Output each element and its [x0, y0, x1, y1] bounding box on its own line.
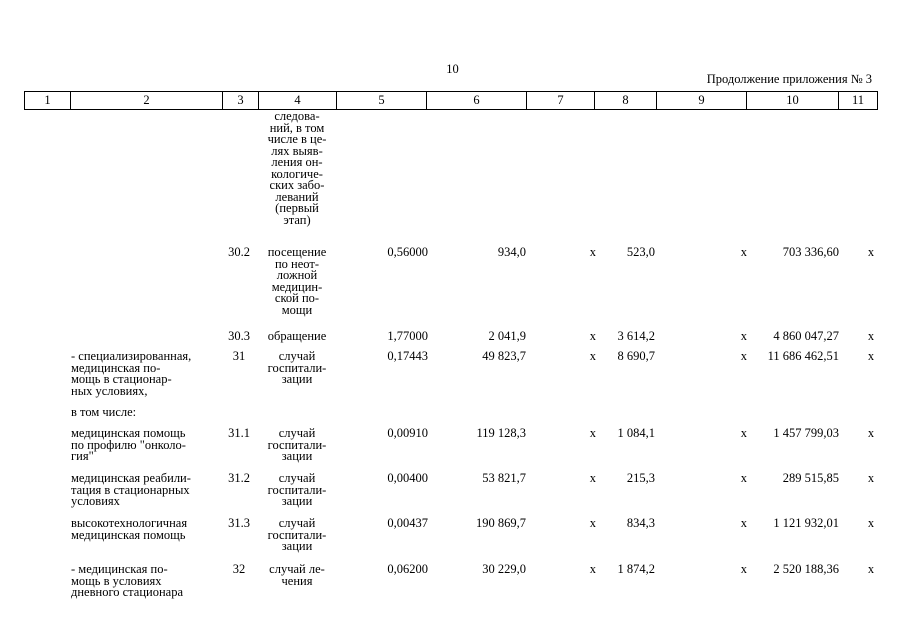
- table-cell-col4: случай ле- чения: [269, 562, 325, 588]
- table-cell-col8: 834,3: [626, 516, 655, 530]
- table-cell-col7: x: [589, 349, 596, 363]
- table-cell-col11: x: [867, 349, 875, 363]
- table-cell-col4: следова- ний, в том числе в це- лях выяв- ления он- кологиче- ских забо- леваний (первый этап): [267, 109, 327, 227]
- table-cell-col10: 2 520 188,36: [773, 562, 839, 576]
- table-cell-col9: x: [740, 562, 747, 576]
- table-cell-col3: 31.3: [228, 516, 250, 530]
- column-header-4: 4: [259, 92, 337, 110]
- table-cell-col10: 11 686 462,51: [767, 349, 839, 363]
- column-header-7: 7: [527, 92, 595, 110]
- table-cell-col9: x: [740, 471, 747, 485]
- table-cell-col5: 0,00400: [387, 471, 428, 485]
- table-cell-col3: 30.3: [228, 329, 250, 343]
- table-cell-col10: 1 121 932,01: [773, 516, 839, 530]
- table-cell-col5: 0,17443: [387, 349, 428, 363]
- table-cell-col11: x: [867, 426, 875, 440]
- column-header-6: 6: [427, 92, 527, 110]
- table-cell-col8: 215,3: [626, 471, 655, 485]
- table-cell-col8: 1 084,1: [617, 426, 655, 440]
- table-cell-col10: 703 336,60: [782, 245, 839, 259]
- table-cell-col7: x: [589, 426, 596, 440]
- table-cell-col7: x: [589, 471, 596, 485]
- table-cell-col7: x: [589, 245, 596, 259]
- table-cell-col6: 2 041,9: [488, 329, 526, 343]
- table-cell-col6: 49 823,7: [482, 349, 526, 363]
- table-cell-col5: 0,06200: [387, 562, 428, 576]
- table-cell-col9: x: [740, 516, 747, 530]
- table-cell-col4: случай госпитали- зации: [267, 471, 327, 508]
- table-cell-col7: x: [589, 516, 596, 530]
- table-cell-col4: случай госпитали- зации: [267, 349, 327, 386]
- table-cell-col2: - медицинская по- мощь в условиях дневного стационара: [71, 562, 184, 599]
- column-header-9: 9: [657, 92, 747, 110]
- table-cell-col3: 31: [232, 349, 246, 363]
- table-cell-col2: - специализированная, медицинская по- мощь в стационар- ных условиях,: [71, 349, 192, 398]
- table-cell-col5: 1,77000: [387, 329, 428, 343]
- table-cell-col2: медицинская помощь по профилю "онколо- гия": [71, 426, 186, 463]
- column-header-10: 10: [747, 92, 839, 110]
- table-cell-col9: x: [740, 329, 747, 343]
- table-cell-col11: x: [867, 245, 875, 259]
- column-header-11: 11: [839, 92, 878, 110]
- table-cell-col11: x: [867, 562, 875, 576]
- table-cell-col8: 8 690,7: [617, 349, 655, 363]
- table-cell-col11: x: [867, 516, 875, 530]
- column-header-3: 3: [223, 92, 259, 110]
- table-cell-col7: x: [589, 329, 596, 343]
- table-cell-col6: 53 821,7: [482, 471, 526, 485]
- table-cell-col3: 31.1: [228, 426, 250, 440]
- table-cell-col6: 30 229,0: [482, 562, 526, 576]
- table-cell-col4: посещение по неот- ложной медицин- ской по- мощи: [267, 245, 327, 317]
- table-cell-col8: 523,0: [626, 245, 655, 259]
- table-cell-col4: случай госпитали- зации: [267, 426, 327, 463]
- table-cell-col9: x: [740, 245, 747, 259]
- table-cell-col10: 4 860 047,27: [773, 329, 839, 343]
- table-cell-col2: в том числе:: [71, 405, 137, 419]
- table-cell-col2: медицинская реабили- тация в стационарных условиях: [71, 471, 191, 508]
- table-cell-col3: 31.2: [228, 471, 250, 485]
- table-cell-col5: 0,56000: [387, 245, 428, 259]
- table-cell-col3: 30.2: [228, 245, 250, 259]
- column-header-2: 2: [71, 92, 223, 110]
- table-cell-col9: x: [740, 349, 747, 363]
- table-cell-col4: обращение: [267, 329, 327, 343]
- page-number: 10: [446, 62, 459, 76]
- table-cell-col10: 1 457 799,03: [773, 426, 839, 440]
- table-cell-col4: случай госпитали- зации: [267, 516, 327, 553]
- table-cell-col3: 32: [232, 562, 246, 576]
- appendix-continuation-note: Продолжение приложения № 3: [706, 72, 872, 86]
- column-header-1: 1: [25, 92, 71, 110]
- table-cell-col11: x: [867, 329, 875, 343]
- table-cell-col6: 190 869,7: [476, 516, 526, 530]
- table-cell-col9: x: [740, 426, 747, 440]
- table-cell-col8: 3 614,2: [617, 329, 655, 343]
- table-cell-col7: x: [589, 562, 596, 576]
- table-cell-col10: 289 515,85: [782, 471, 839, 485]
- column-header-5: 5: [337, 92, 427, 110]
- table-cell-col5: 0,00437: [387, 516, 428, 530]
- table-cell-col6: 119 128,3: [476, 426, 526, 440]
- table-cell-col8: 1 874,2: [617, 562, 655, 576]
- table-cell-col5: 0,00910: [387, 426, 428, 440]
- table-cell-col11: x: [867, 471, 875, 485]
- table-cell-col6: 934,0: [497, 245, 526, 259]
- table-cell-col2: высокотехнологичная медицинская помощь: [71, 516, 188, 542]
- column-header-8: 8: [595, 92, 657, 110]
